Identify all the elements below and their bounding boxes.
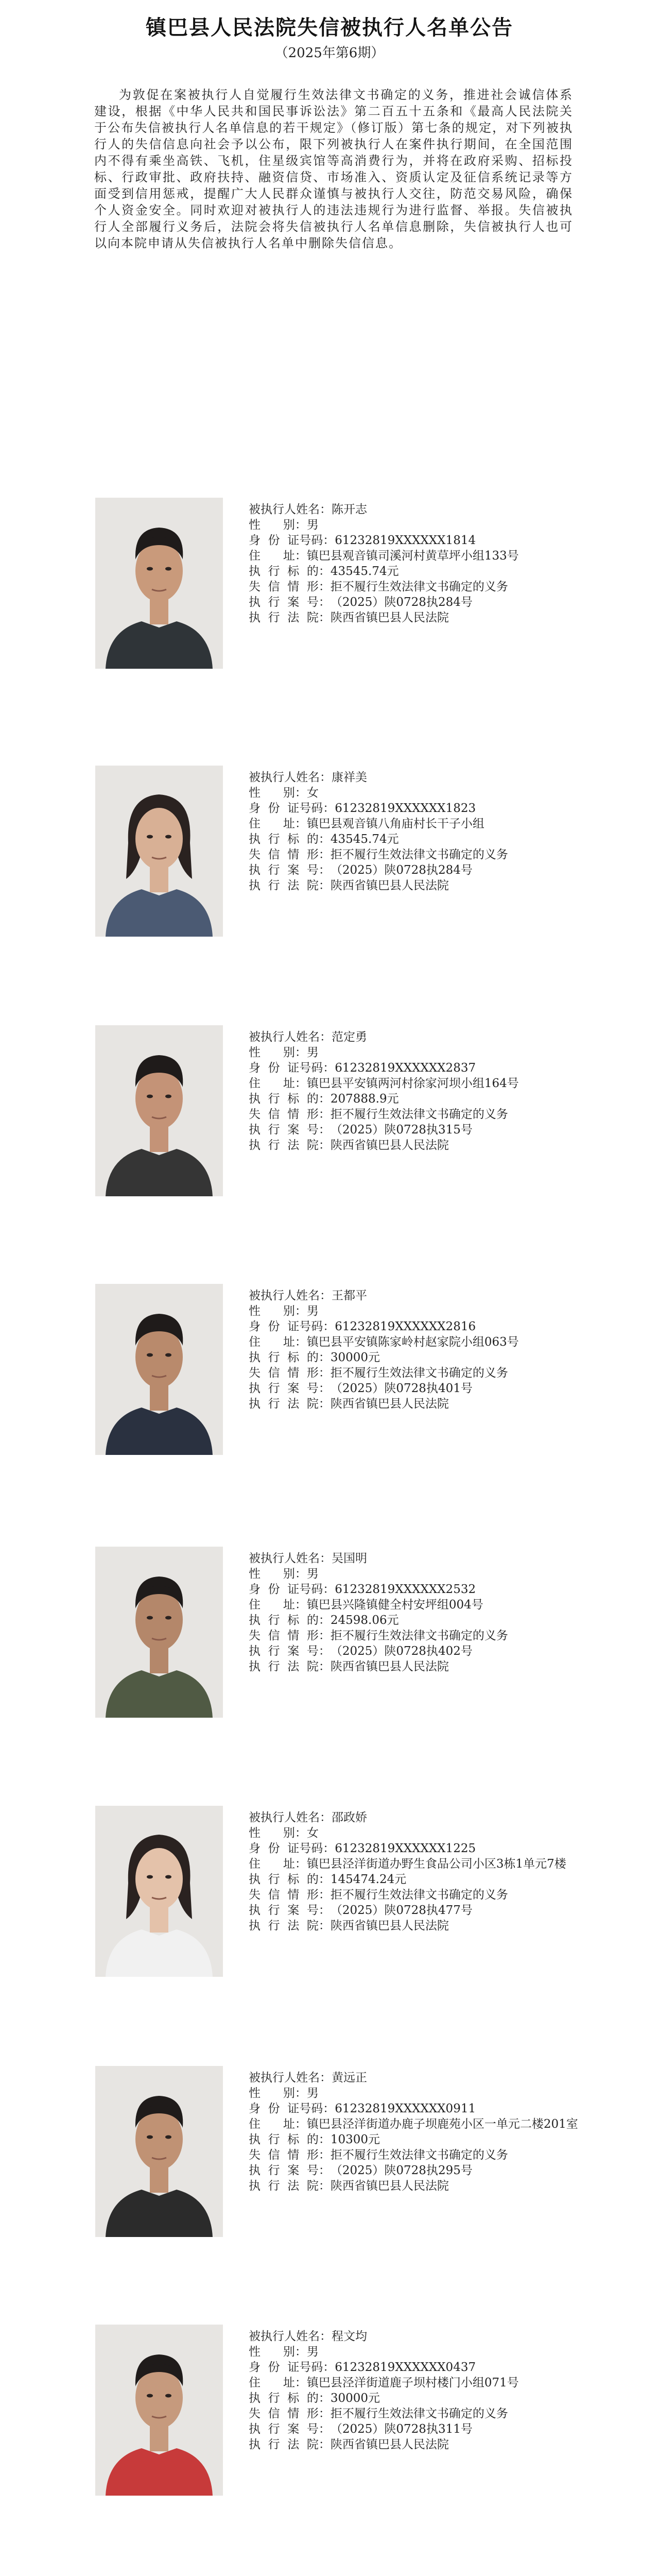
person-name-label: 被执行人姓名： (249, 1289, 332, 1302)
person-court-value: 陕西省镇巴县人民法院 (330, 1919, 449, 1933)
person-addr-label: 住 址： (249, 1598, 307, 1612)
person-case-value: （2025）陕0728执401号 (330, 1382, 473, 1395)
person-sex-label: 性 别： (249, 1046, 307, 1059)
person-court-row (249, 610, 604, 625)
person-case-row (249, 595, 604, 610)
person-court-value: 陕西省镇巴县人民法院 (330, 1139, 449, 1152)
person-addr-label: 住 址： (249, 2117, 307, 2131)
person-photo (95, 2066, 223, 2237)
person-status-value: 拒不履行生效法律文书确定的义务 (330, 2148, 508, 2162)
person-case-row (249, 1903, 604, 1918)
person-case-label: 执 行 案 号： (249, 2422, 331, 2436)
person-id-row (249, 1582, 604, 1597)
person-addr-row (249, 2375, 604, 2391)
person-name-label: 被执行人姓名： (249, 1811, 332, 1824)
person-addr-label: 住 址： (249, 1077, 307, 1090)
person-addr-row (249, 816, 604, 832)
page-title: 镇巴县人民法院失信被执行人名单公告 (146, 15, 513, 40)
person-amount-label: 执 行 标 的： (249, 1351, 331, 1364)
person-status-label: 失 信 情 形： (249, 848, 331, 861)
person-case-row (249, 2163, 604, 2178)
person-case-row (249, 2421, 604, 2437)
person-id-row (249, 801, 604, 816)
person-fields (249, 1551, 604, 1674)
person-id-label: 身 份 证号码： (249, 2361, 335, 2374)
person-id-value: 61232819XXXXXX0911 (335, 2102, 476, 2115)
person-sex-row (249, 1825, 604, 1841)
person-addr-row (249, 1334, 604, 1350)
person-case-value: （2025）陕0728执315号 (330, 1123, 473, 1137)
person-case-value: （2025）陕0728执402号 (330, 1645, 473, 1658)
person-court-row (249, 878, 604, 893)
person-sex-label: 性 别： (249, 2087, 307, 2100)
person-addr-value: 镇巴县泾洋街道办鹿子坝鹿苑小区一单元二楼201室 (306, 2117, 578, 2131)
person-status-row (249, 847, 604, 862)
person-name-label: 被执行人姓名： (249, 771, 332, 784)
person-photo (95, 498, 223, 669)
person-name-value: 康祥美 (332, 771, 367, 784)
person-name-row (249, 1288, 604, 1303)
person-status-value: 拒不履行生效法律文书确定的义务 (330, 1108, 508, 1121)
person-id-label: 身 份 证号码： (249, 1583, 335, 1596)
person-court-value: 陕西省镇巴县人民法院 (330, 1660, 449, 1673)
person-status-label: 失 信 情 形： (249, 2148, 331, 2162)
person-name-row (249, 1810, 604, 1825)
person-addr-value: 镇巴县平安镇两河村徐家河坝小组164号 (306, 1077, 519, 1090)
person-court-row (249, 1396, 604, 1412)
person-amount-row (249, 1350, 604, 1365)
person-name-value: 陈开志 (332, 503, 367, 516)
person-fields (249, 502, 604, 625)
person-court-label: 执 行 法 院： (249, 1660, 331, 1673)
person-amount-row (249, 1872, 604, 1887)
person-status-value: 拒不履行生效法律文书确定的义务 (330, 1888, 508, 1902)
person-case-row (249, 1122, 604, 1138)
person-court-label: 执 行 法 院： (249, 879, 331, 892)
person-sex-row (249, 1303, 604, 1319)
person-case-value: （2025）陕0728执295号 (330, 2164, 473, 2177)
person-name-row (249, 502, 604, 517)
person-amount-value: 24598.06元 (330, 1614, 399, 1627)
person-addr-label: 住 址： (249, 549, 307, 563)
person-court-row (249, 1918, 604, 1934)
person-status-label: 失 信 情 形： (249, 1888, 331, 1902)
person-court-value: 陕西省镇巴县人民法院 (330, 1397, 449, 1411)
person-photo (95, 1025, 223, 1196)
person-case-label: 执 行 案 号： (249, 1904, 331, 1917)
person-fields (249, 770, 604, 893)
person-name-label: 被执行人姓名： (249, 2330, 332, 2343)
person-id-label: 身 份 证号码： (249, 1061, 335, 1075)
person-status-value: 拒不履行生效法律文书确定的义务 (330, 580, 508, 594)
person-sex-row (249, 2086, 604, 2101)
person-name-row (249, 1029, 604, 1045)
person-status-label: 失 信 情 形： (249, 1366, 331, 1380)
person-case-value: （2025）陕0728执284号 (330, 596, 473, 609)
person-id-row (249, 2360, 604, 2375)
person-sex-row (249, 2344, 604, 2360)
person-case-row (249, 1381, 604, 1396)
person-status-label: 失 信 情 形： (249, 1108, 331, 1121)
person-amount-row (249, 832, 604, 847)
person-addr-value: 镇巴县泾洋街道办野生食品公司小区3栋1单元7楼 (306, 1857, 566, 1871)
person-amount-value: 30000元 (330, 1351, 380, 1364)
person-case-label: 执 行 案 号： (249, 1645, 331, 1658)
issue-number: （2025年第6期） (274, 45, 385, 61)
person-id-label: 身 份 证号码： (249, 1842, 335, 1855)
person-name-value: 王都平 (332, 1289, 367, 1302)
person-sex-label: 性 别： (249, 1826, 307, 1840)
person-court-value: 陕西省镇巴县人民法院 (330, 879, 449, 892)
person-sex-value: 男 (306, 518, 319, 532)
person-court-label: 执 行 法 院： (249, 1919, 331, 1933)
person-sex-value: 男 (306, 2345, 319, 2359)
person-name-value: 吴国明 (332, 1552, 367, 1565)
person-photo (95, 2325, 223, 2496)
person-sex-row (249, 1045, 604, 1060)
person-case-label: 执 行 案 号： (249, 1382, 331, 1395)
person-addr-row (249, 2116, 604, 2132)
person-id-row (249, 533, 604, 548)
person-amount-row (249, 2132, 604, 2147)
person-name-value: 邵政娇 (332, 1811, 367, 1824)
person-amount-label: 执 行 标 的： (249, 1614, 331, 1627)
person-amount-label: 执 行 标 的： (249, 1092, 331, 1106)
person-court-value: 陕西省镇巴县人民法院 (330, 2438, 449, 2451)
person-amount-value: 43545.74元 (330, 833, 399, 846)
person-sex-label: 性 别： (249, 518, 307, 532)
person-sex-value: 女 (306, 1826, 319, 1840)
person-photo (95, 1547, 223, 1718)
person-addr-row (249, 1076, 604, 1091)
person-court-row (249, 2178, 604, 2194)
person-status-row (249, 1365, 604, 1381)
person-sex-label: 性 别： (249, 2345, 307, 2359)
person-fields (249, 1288, 604, 1412)
person-addr-value: 镇巴县泾洋街道鹿子坝村楼门小组071号 (306, 2376, 519, 2389)
person-status-value: 拒不履行生效法律文书确定的义务 (330, 1629, 508, 1642)
person-amount-row (249, 2391, 604, 2406)
person-case-value: （2025）陕0728执311号 (330, 2422, 473, 2436)
person-status-label: 失 信 情 形： (249, 580, 331, 594)
person-court-label: 执 行 法 院： (249, 1397, 331, 1411)
person-status-value: 拒不履行生效法律文书确定的义务 (330, 848, 508, 861)
person-id-value: 61232819XXXXXX1814 (335, 534, 476, 547)
person-status-row (249, 1628, 604, 1643)
person-name-value: 程文均 (332, 2330, 367, 2343)
person-sex-row (249, 517, 604, 533)
person-name-label: 被执行人姓名： (249, 2071, 332, 2084)
person-addr-label: 住 址： (249, 817, 307, 831)
person-name-label: 被执行人姓名： (249, 1552, 332, 1565)
person-court-label: 执 行 法 院： (249, 2179, 331, 2193)
person-id-row (249, 2101, 604, 2116)
person-court-value: 陕西省镇巴县人民法院 (330, 2179, 449, 2193)
person-court-value: 陕西省镇巴县人民法院 (330, 611, 449, 624)
person-id-row (249, 1060, 604, 1076)
person-case-label: 执 行 案 号： (249, 863, 331, 877)
person-id-value: 61232819XXXXXX2532 (335, 1583, 476, 1596)
person-sex-label: 性 别： (249, 1567, 307, 1581)
person-name-value: 黄远正 (332, 2071, 367, 2084)
person-name-row (249, 2329, 604, 2344)
person-sex-value: 男 (306, 2087, 319, 2100)
person-amount-value: 145474.24元 (330, 1873, 407, 1886)
person-case-value: （2025）陕0728执284号 (330, 863, 473, 877)
person-amount-label: 执 行 标 的： (249, 2392, 331, 2405)
person-amount-row (249, 564, 604, 579)
person-name-label: 被执行人姓名： (249, 503, 332, 516)
intro-paragraph: 为敦促在案被执行人自觉履行生效法律文书确定的义务，推进社会诚信体系建设，根据《中华人民共和国民事诉讼法》第二百五十五条和《最高人民法院关于公布失信被执行人名单信息的若干规定》（修订版）第七条的规定，对下列被执行人的失信信息向社会予以公布，限下列被执行人在案件执行期间，在全国范围内不得有乘坐高铁、飞机，住星级宾馆等高消费行为，并将在政府采购、招标投标、行政审批、政府扶持、融资信贷、市场准入、资质认定及征信系统记录等方面受到信用惩戒，提醒广大人民群众谨慎与被执行人交往，防范交易风险，确保个人资金安全。同时欢迎对被执行人的违法违规行为进行监督、举报。失信被执行人全部履行义务后，法院会将失信被执行人名单信息删除，失信被执行人也可以向本院申请从失信被执行人名单中删除失信信息。 (94, 88, 573, 250)
person-addr-label: 住 址： (249, 1857, 307, 1871)
person-sex-label: 性 别： (249, 1304, 307, 1318)
person-addr-label: 住 址： (249, 1335, 307, 1349)
person-sex-label: 性 别： (249, 786, 307, 800)
person-case-label: 执 行 案 号： (249, 596, 331, 609)
person-case-row (249, 1643, 604, 1659)
person-amount-label: 执 行 标 的： (249, 565, 331, 578)
person-amount-row (249, 1613, 604, 1628)
person-id-value: 61232819XXXXXX2837 (335, 1061, 476, 1075)
person-fields (249, 1810, 604, 1934)
person-status-value: 拒不履行生效法律文书确定的义务 (330, 2407, 508, 2420)
person-status-row (249, 2406, 604, 2421)
person-court-row (249, 2437, 604, 2452)
person-addr-value: 镇巴县兴隆镇健全村安坪组004号 (306, 1598, 483, 1612)
person-addr-value: 镇巴县平安镇陈家岭村赵家院小组063号 (306, 1335, 519, 1349)
person-photo (95, 1806, 223, 1977)
person-sex-value: 男 (306, 1304, 319, 1318)
person-fields (249, 2329, 604, 2452)
person-sex-value: 女 (306, 786, 319, 800)
person-photo (95, 766, 223, 937)
person-name-value: 范定勇 (332, 1030, 367, 1044)
person-id-row (249, 1841, 604, 1856)
person-status-label: 失 信 情 形： (249, 2407, 331, 2420)
person-court-label: 执 行 法 院： (249, 1139, 331, 1152)
person-status-value: 拒不履行生效法律文书确定的义务 (330, 1366, 508, 1380)
person-fields (249, 1029, 604, 1153)
person-name-row (249, 770, 604, 785)
person-amount-label: 执 行 标 的： (249, 1873, 331, 1886)
person-id-label: 身 份 证号码： (249, 2102, 335, 2115)
person-status-label: 失 信 情 形： (249, 1629, 331, 1642)
person-photo (95, 1284, 223, 1455)
person-addr-row (249, 548, 604, 564)
person-amount-row (249, 1091, 604, 1107)
person-id-row (249, 1319, 604, 1334)
person-amount-value: 43545.74元 (330, 565, 399, 578)
person-status-row (249, 1107, 604, 1122)
person-sex-value: 男 (306, 1567, 319, 1581)
person-status-row (249, 1887, 604, 1903)
person-name-label: 被执行人姓名： (249, 1030, 332, 1044)
person-sex-value: 男 (306, 1046, 319, 1059)
person-addr-label: 住 址： (249, 2376, 307, 2389)
person-addr-row (249, 1856, 604, 1872)
person-amount-value: 207888.9元 (330, 1092, 399, 1106)
person-id-value: 61232819XXXXXX1823 (335, 802, 476, 815)
person-court-label: 执 行 法 院： (249, 611, 331, 624)
person-name-row (249, 1551, 604, 1566)
person-status-row (249, 579, 604, 595)
person-court-row (249, 1138, 604, 1153)
person-case-label: 执 行 案 号： (249, 1123, 331, 1137)
person-case-label: 执 行 案 号： (249, 2164, 331, 2177)
person-id-value: 61232819XXXXXX2816 (335, 1320, 476, 1333)
person-id-label: 身 份 证号码： (249, 1320, 335, 1333)
person-id-label: 身 份 证号码： (249, 802, 335, 815)
person-status-row (249, 2147, 604, 2163)
person-name-row (249, 2070, 604, 2086)
person-id-label: 身 份 证号码： (249, 534, 335, 547)
person-addr-value: 镇巴县观音镇八角庙村长干子小组 (306, 817, 484, 831)
person-amount-value: 30000元 (330, 2392, 380, 2405)
person-amount-label: 执 行 标 的： (249, 2133, 331, 2146)
person-amount-label: 执 行 标 的： (249, 833, 331, 846)
person-fields (249, 2070, 604, 2194)
person-case-row (249, 862, 604, 878)
person-sex-row (249, 785, 604, 801)
person-amount-value: 10300元 (330, 2133, 380, 2146)
person-addr-value: 镇巴县观音镇司溪河村黄草坪小组133号 (306, 549, 519, 563)
person-sex-row (249, 1566, 604, 1582)
person-court-label: 执 行 法 院： (249, 2438, 331, 2451)
person-court-row (249, 1659, 604, 1674)
person-id-value: 61232819XXXXXX1225 (335, 1842, 476, 1855)
person-case-value: （2025）陕0728执477号 (330, 1904, 473, 1917)
person-id-value: 61232819XXXXXX0437 (335, 2361, 476, 2374)
person-addr-row (249, 1597, 604, 1613)
